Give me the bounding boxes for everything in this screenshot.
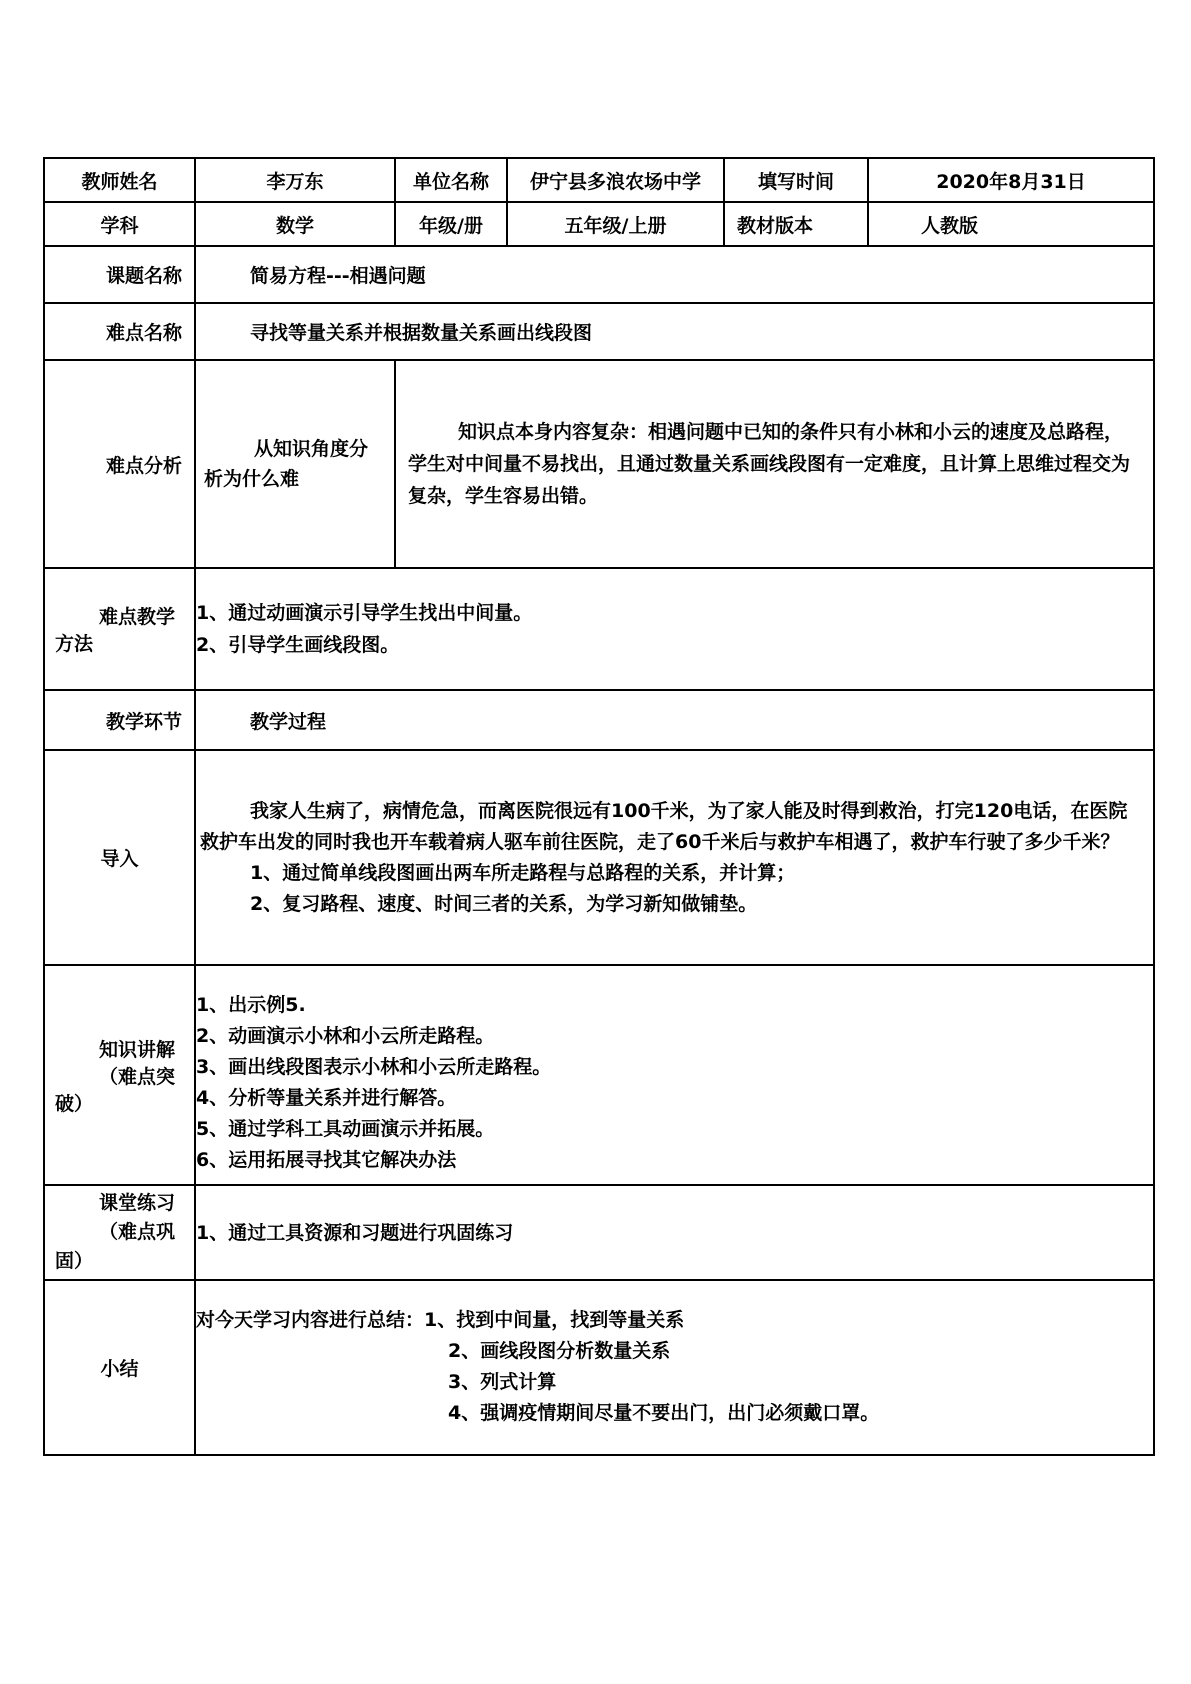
summary-lead: 对今天学习内容进行总结：: [196, 1309, 425, 1331]
analysis-row: [44, 360, 1154, 568]
practice-label-line1: 课堂练习: [99, 1192, 176, 1214]
difficulty-row: [44, 303, 1154, 360]
practice-row: [44, 1185, 1154, 1280]
summary-row: [44, 1280, 1154, 1455]
process-head-row: [44, 690, 1154, 750]
teacher-name-label: 教师姓名: [44, 158, 195, 202]
method-label: [44, 568, 195, 690]
difficulty-value: 寻找等量关系并根据数量关系画出线段图: [195, 303, 1154, 360]
summary-item: 4、强调疫情期间尽量不要出门，出门必须戴口罩。: [448, 1402, 880, 1424]
subject-value: 数学: [195, 202, 395, 246]
difficulty-label: 难点名称: [44, 303, 195, 360]
lecture-label: [44, 965, 195, 1185]
grade-value: 五年级/上册: [507, 202, 724, 246]
method-item: 2、引导学生画线段图。: [196, 634, 400, 656]
analysis-label: 难点分析: [44, 360, 195, 568]
analysis-text: 知识点本身内容复杂：相遇问题中已知的条件只有小林和小云的速度及总路程，学生对中间量不易找出，且通过数量关系画线段图有一定难度，且计算上思维过程交为复杂，学生容易出错。: [408, 421, 1131, 507]
unit-name-value: 伊宁县多浪农场中学: [507, 158, 724, 202]
intro-content: [195, 750, 1154, 965]
analysis-sub-label-cell: [195, 360, 395, 568]
process-step-label: 教学环节: [44, 690, 195, 750]
lecture-item: 1、出示例5.: [196, 994, 306, 1016]
summary-first-line: [196, 1305, 1153, 1336]
practice-item: 1、通过工具资源和习题进行巩固练习: [196, 1221, 514, 1244]
fill-date-value: 2020年8月31日: [868, 158, 1154, 202]
process-label: 教学过程: [195, 690, 1154, 750]
analysis-sub-label: 从知识角度分析为什么难: [204, 438, 369, 490]
summary-item: 3、列式计算: [448, 1371, 557, 1393]
topic-row: [44, 246, 1154, 303]
fill-date-label: 填写时间: [724, 158, 868, 202]
intro-item: 1、通过简单线段图画出两车所走路程与总路程的关系，并计算；: [250, 861, 796, 884]
lecture-item: 3、画出线段图表示小林和小云所走路程。: [196, 1056, 552, 1078]
unit-name-label: 单位名称: [395, 158, 507, 202]
lecture-content: [195, 965, 1154, 1185]
practice-content: [195, 1185, 1154, 1280]
lecture-item: 6、运用拓展寻找其它解决办法: [196, 1149, 457, 1171]
lecture-item: 2、动画演示小林和小云所走路程。: [196, 1025, 495, 1047]
teacher-name-value: 李万东: [195, 158, 395, 202]
summary-item: 2、画线段图分析数量关系: [448, 1340, 671, 1362]
lecture-label-line1: 知识讲解: [99, 1038, 176, 1061]
lecture-row: [44, 965, 1154, 1185]
practice-label-line3: 固）: [55, 1250, 94, 1272]
summary-item: 1、找到中间量，找到等量关系: [424, 1309, 685, 1331]
intro-label: 导入: [44, 750, 195, 965]
method-row: [44, 568, 1154, 690]
analysis-text-cell: [395, 360, 1154, 568]
method-item: 1、通过动画演示引导学生找出中间量。: [196, 602, 533, 624]
subject-label: 学科: [44, 202, 195, 246]
lecture-label-line2: （难点突: [99, 1065, 176, 1088]
header-row-2: [44, 202, 1154, 246]
edition-value: 人教版: [868, 202, 1154, 246]
edition-label: 教材版本: [724, 202, 868, 246]
header-row-1: [44, 158, 1154, 202]
method-label-line1: 难点教学: [99, 606, 176, 628]
summary-content: [195, 1280, 1154, 1455]
lecture-label-line3: 破）: [55, 1092, 94, 1115]
lecture-item: 5、通过学科工具动画演示并拓展。: [196, 1118, 495, 1140]
lecture-item: 4、分析等量关系并进行解答。: [196, 1087, 457, 1109]
intro-paragraph: 我家人生病了，病情危急，而离医院很远有100千米，为了家人能及时得到救治，打完120电话，在医院救护车出发的同时我也开车载着病人驱车前往医院，走了60千米后与救护车相遇了，救护车行驶了多少千米？: [200, 799, 1128, 853]
topic-value: 简易方程---相遇问题: [195, 246, 1154, 303]
topic-label: 课题名称: [44, 246, 195, 303]
grade-label: 年级/册: [395, 202, 507, 246]
lesson-plan-table: [43, 157, 1155, 1456]
method-content: [195, 568, 1154, 690]
intro-item: 2、复习路程、速度、时间三者的关系，为学习新知做铺垫。: [250, 892, 758, 915]
practice-label: [44, 1185, 195, 1280]
summary-label: 小结: [44, 1280, 195, 1455]
method-label-line2: 方法: [55, 633, 94, 655]
intro-row: [44, 750, 1154, 965]
practice-label-line2: （难点巩: [99, 1221, 176, 1243]
